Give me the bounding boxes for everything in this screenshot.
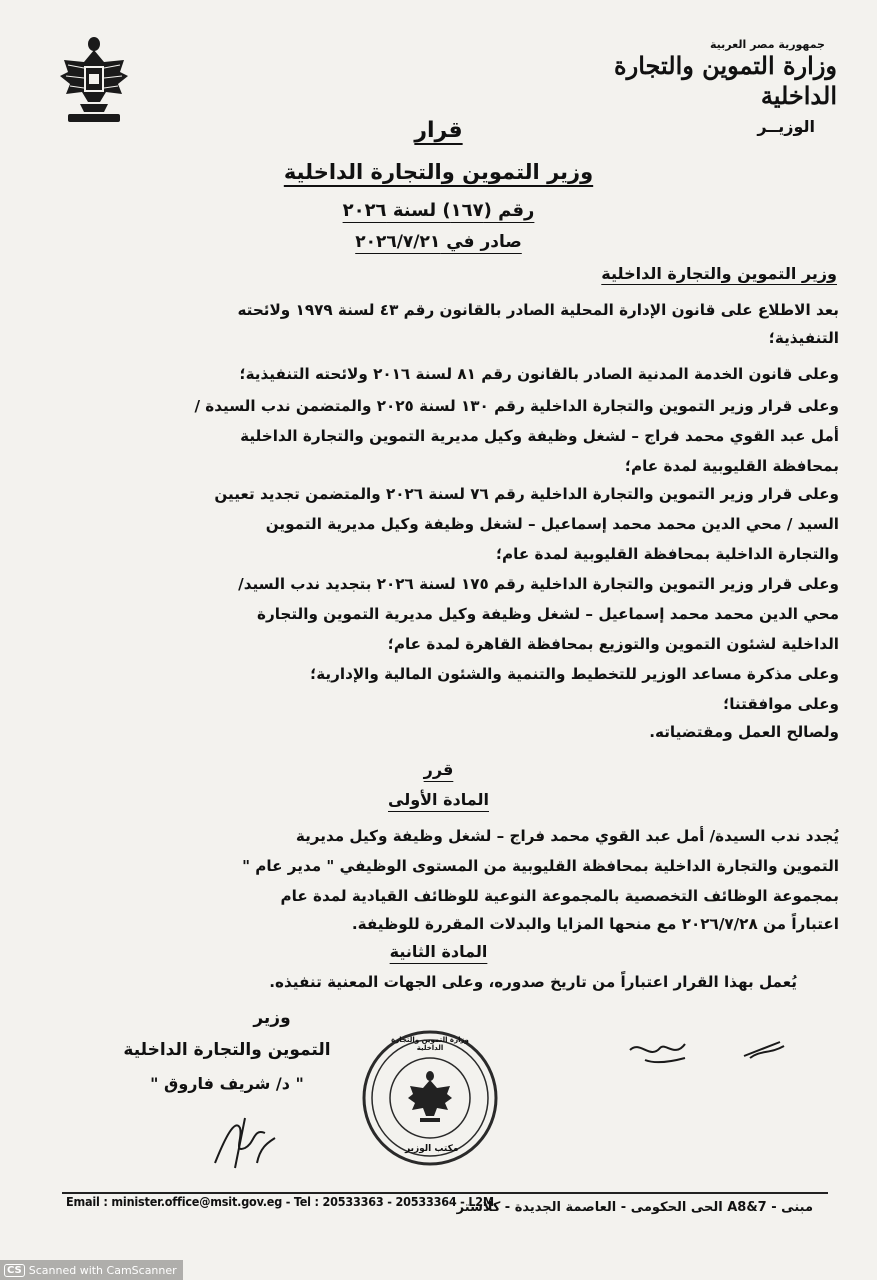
article2-text: يُعمل بهذا القرار اعتباراً من تاريخ صدوره، وعلى الجهات المعنية تنفيذه. <box>269 973 797 991</box>
signature-ministry: التموين والتجارة الداخلية <box>123 1040 331 1060</box>
preamble-heading: وزير التموين والتجارة الداخلية <box>601 264 837 283</box>
article1-line: بمجموعة الوظائف التخصصية بالمجموعة النوعية للوظائف القيادية لمدة عام <box>280 887 839 905</box>
body-line: وعلى قانون الخدمة المدنية الصادر بالقانون رقم ٨١ لسنة ٢٠١٦ ولائحته التنفيذية؛ <box>239 365 839 383</box>
watermark-text: Scanned with CamScanner <box>28 1263 177 1277</box>
official-seal <box>360 1028 500 1168</box>
body-line: ولصالح العمل ومقتضياته. <box>649 723 839 741</box>
body-line: وعلى موافقتنا؛ <box>723 695 839 713</box>
body-line: الداخلية لشئون التموين والتوزيع بمحافظة القاهرة لمدة عام؛ <box>387 635 839 653</box>
eagle-emblem-icon <box>54 32 134 132</box>
issue-date: صادر في ٢٠٢٦/٧/٢١ <box>355 232 522 252</box>
decreed-heading: قرر <box>423 760 454 779</box>
decision-heading: قرار <box>414 118 463 143</box>
body-line: السيد / محي الدين محمد محمد إسماعيل – لشغل وظيفة وكيل مديرية التموين <box>265 515 839 533</box>
office-name: الوزيــر <box>757 117 815 136</box>
body-line: وعلى قرار وزير التموين والتجارة الداخلية رقم ٧٦ لسنة ٢٠٢٦ والمتضمن تجديد تعيين <box>214 485 839 503</box>
seal-ring-text: وزارة التموين والتجارة الداخلية <box>391 1036 469 1052</box>
body-line: وعلى قرار وزير التموين والتجارة الداخلية رقم ١٧٥ لسنة ٢٠٢٦ بتجديد ندب السيد/ <box>238 575 839 593</box>
body-line: بمحافظة القليوبية لمدة عام؛ <box>624 457 839 475</box>
ministry-name: وزارة التموين والتجارة الداخلية <box>614 51 837 110</box>
body-line: بعد الاطلاع على قانون الإدارة المحلية الصادر بالقانون رقم ٤٣ لسنة ١٩٧٩ ولائحته <box>237 301 839 319</box>
handwritten-signature <box>205 1108 285 1178</box>
article1-line: التموين والتجارة الداخلية بمحافظة القليوبية من المستوى الوظيفي " مدير عام " <box>242 857 839 875</box>
signature-title: وزير <box>253 1008 291 1028</box>
decision-number: رقم (١٦٧) لسنة ٢٠٢٦ <box>342 200 535 221</box>
issuer-heading: وزير التموين والتجارة الداخلية <box>283 160 594 184</box>
article1-line: يُجدد ندب السيدة/ أمل عبد القوي محمد فراج – لشغل وظيفة وكيل مديرية <box>295 827 839 845</box>
footer-address: مبنى - A8&7 الحى الحكومى - العاصمة الجديدة - كلاستر <box>456 1200 813 1215</box>
country-name: جمهورية مصر العربية <box>710 38 825 51</box>
body-line: وعلى قرار وزير التموين والتجارة الداخلية رقم ١٣٠ لسنة ٢٠٢٥ والمتضمن ندب السيدة / <box>194 397 839 415</box>
camscanner-logo-icon: CS <box>4 1264 25 1277</box>
body-line: والتجارة الداخلية بمحافظة القليوبية لمدة عام؛ <box>495 545 839 563</box>
footer-contact: Email : minister.office@msit.gov.eg - Tel : 20533363 - 20533364 - L2M <box>66 1194 494 1209</box>
initials-mark <box>625 1030 695 1070</box>
article2-title: المادة الثانية <box>389 942 488 961</box>
article1-line: اعتباراً من ٢٠٢٦/٧/٢٨ مع منحها المزايا والبدلات المقررة للوظيفة. <box>351 915 839 933</box>
body-line: أمل عبد القوي محمد فراج – لشغل وظيفة وكيل مديرية التموين والتجارة الداخلية <box>240 427 839 445</box>
scanner-watermark <box>0 1260 183 1280</box>
body-line: محي الدين محمد محمد إسماعيل – لشغل وظيفة وكيل مديرية التموين والتجارة <box>256 605 839 623</box>
body-line: وعلى مذكرة مساعد الوزير للتخطيط والتنمية والشئون المالية والإدارية؛ <box>310 665 839 683</box>
seal-bottom-text: مكتب الوزير <box>405 1144 459 1154</box>
signature-name: " د/ شريف فاروق " <box>150 1074 304 1093</box>
article1-title: المادة الأولى <box>388 790 489 809</box>
body-line: التنفيذية؛ <box>768 329 839 347</box>
initials-mark <box>740 1036 790 1062</box>
